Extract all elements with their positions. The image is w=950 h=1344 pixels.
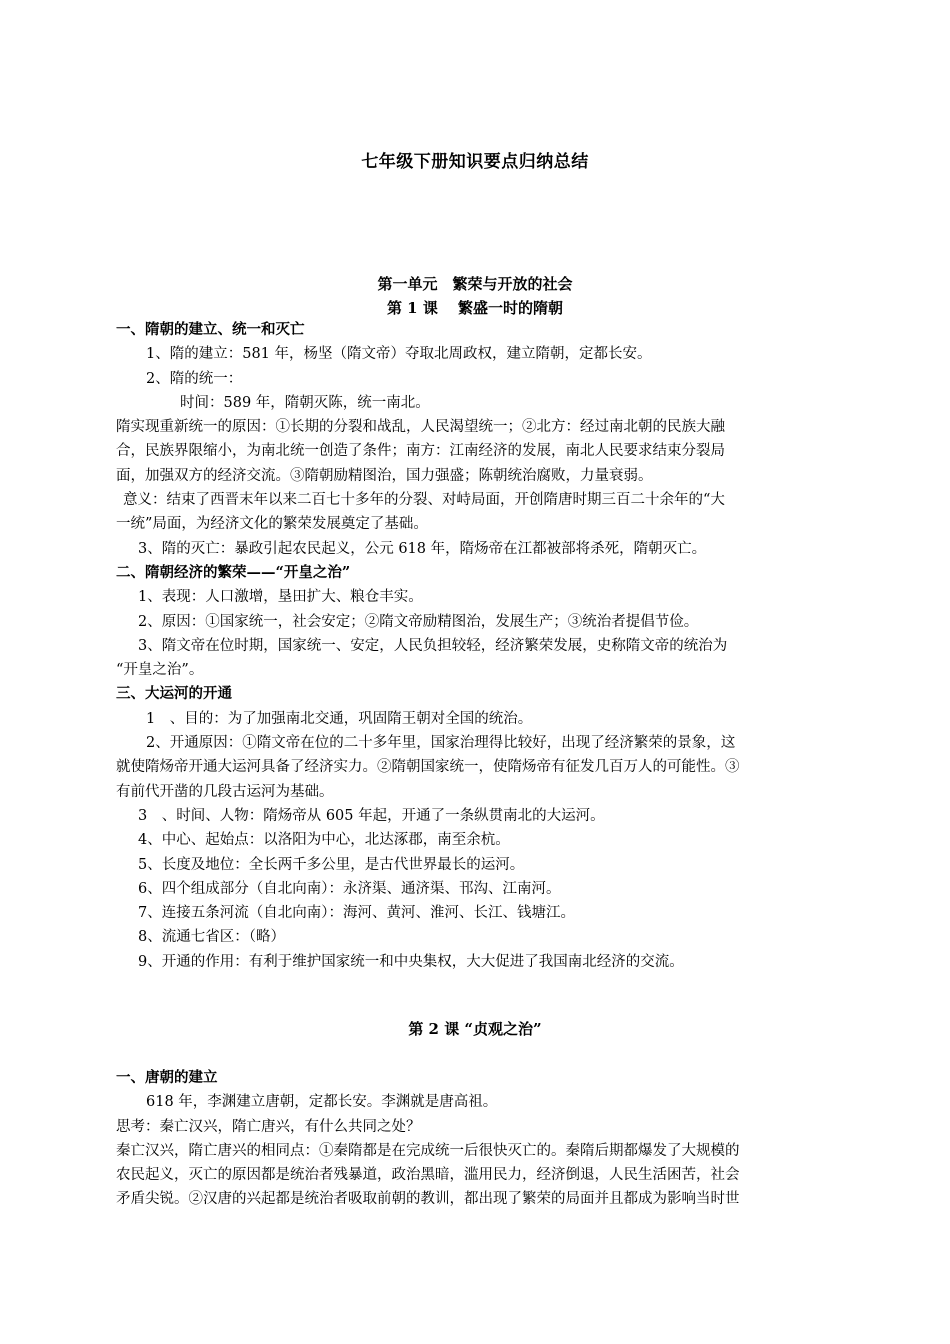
section-heading: 一、唐朝的建立 [116, 1069, 218, 1086]
paragraph: 5、长度及地位：全长两千多公里，是古代世界最长的运河。 [138, 856, 525, 873]
paragraph: “开皇之治”。 [116, 662, 204, 679]
paragraph: 1、表现：人口激增，垦田扩大、粮仓丰实。 [138, 589, 423, 606]
lesson-2-body [116, 1066, 838, 1212]
paragraph: 3、隋的灭亡：暴政引起农民起义，公元 618 年，隋炀帝在江都被部将杀死，隋朝灭亡。 [138, 540, 707, 557]
paragraph: 合，民族界限缩小，为南北统一创造了条件；南方：江南经济的发展，南北人民要求结束分裂局 [116, 443, 725, 460]
lesson-1-title: 第 1 课 繁盛一时的隋朝 [386, 299, 564, 317]
paragraph: 3 、时间、人物：隋炀帝从 605 年起，开通了一条纵贯南北的大运河。 [138, 807, 605, 824]
paragraph: 6、四个组成部分（自北向南）：永济渠、通济渠、邗沟、江南河。 [138, 880, 561, 897]
paragraph: 一统”局面，为经济文化的繁荣发展奠定了基础。 [116, 516, 428, 533]
section-heading: 二、隋朝经济的繁荣——“开皇之治” [116, 563, 351, 581]
paragraph: 4、中心、起始点：以洛阳为中心，北达涿郡，南至余杭。 [138, 832, 510, 849]
paragraph: 2、原因：①国家统一，社会安定；②隋文帝励精图治，发展生产；③统治者提倡节俭。 [138, 613, 699, 630]
unit-title: 第一单元 繁荣与开放的社会 [377, 275, 573, 293]
document-title: 七年级下册知识要点归纳总结 [361, 152, 589, 172]
lesson-2-title: 第 2 课 “贞观之治” [408, 1020, 542, 1038]
paragraph: 1、隋的建立：581 年，杨坚（隋文帝）夺取北周政权，建立隋朝，定都长安。 [146, 346, 652, 363]
paragraph: 618 年，李渊建立唐朝，定都长安。李渊就是唐高祖。 [146, 1094, 498, 1111]
paragraph: 隋实现重新统一的原因：①长期的分裂和战乱，人民渴望统一；②北方：经过南北朝的民族大融 [116, 419, 725, 436]
paragraph: 就使隋炀帝开通大运河具备了经济实力。②隋朝国家统一，使隋炀帝有征发几百万人的可能性。③ [116, 759, 740, 776]
paragraph: 农民起义，灭亡的原因都是统治者残暴道，政治黑暗，滥用民力，经济倒退，人民生活困苦，社会 [116, 1167, 740, 1184]
paragraph: 意义：结束了西晋末年以来二百七十多年的分裂、对峙局面，开创隋唐时期三百二十余年的“大 [123, 492, 725, 509]
paragraph: 2、开通原因：①隋文帝在位的二十多年里，国家治理得比较好，出现了经济繁荣的景象，这 [146, 735, 736, 752]
paragraph: 9、开通的作用：有利于维护国家统一和中央集权，大大促进了我国南北经济的交流。 [138, 953, 684, 970]
paragraph: 有前代开凿的几段古运河为基础。 [116, 783, 334, 800]
section-heading: 三、大运河的开通 [116, 685, 232, 703]
section-heading: 一、隋朝的建立、统一和灭亡 [116, 321, 305, 338]
paragraph: 矛盾尖锐。②汉唐的兴起都是统治者吸取前朝的教训，都出现了繁荣的局面并且都成为影响当时世 [116, 1191, 740, 1208]
paragraph: 7、连接五条河流（自北向南）：海河、黄河、淮河、长江、钱塘江。 [138, 905, 575, 922]
paragraph: 秦亡汉兴，隋亡唐兴的相同点：①秦隋都是在完成统一后很快灭亡的。秦隋后期都爆发了大规模的 [116, 1142, 740, 1159]
paragraph: 思考：秦亡汉兴，隋亡唐兴，有什么共同之处？ [116, 1118, 421, 1135]
paragraph: 1 、目的：为了加强南北交通，巩固隋王朝对全国的统治。 [146, 710, 533, 727]
paragraph: 面，加强双方的经济交流。③隋朝励精图治，国力强盛；陈朝统治腐败，力量衰弱。 [116, 467, 653, 484]
paragraph: 8、流通七省区：（略） [138, 929, 285, 946]
paragraph: 时间：589 年，隋朝灭陈，统一南北。 [180, 394, 430, 411]
lesson-1-body [116, 318, 838, 974]
paragraph: 2、隋的统一： [146, 370, 243, 387]
paragraph: 3、隋文帝在位时期，国家统一、安定，人民负担较轻，经济繁荣发展，史称隋文帝的统治为 [138, 637, 728, 654]
